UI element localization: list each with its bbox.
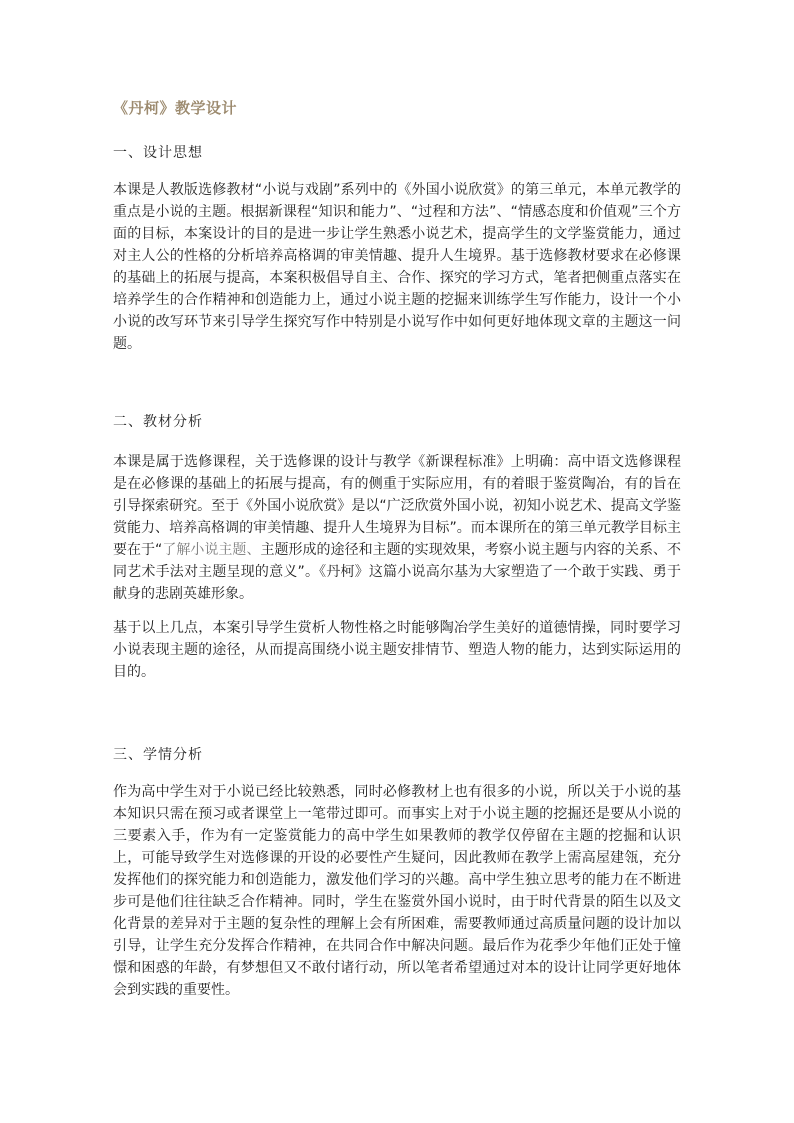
document-title: 《丹柯》教学设计 bbox=[113, 99, 238, 117]
paragraph-text-after: 主题形成的途径和主题的实现效果，考察小说主题与内容的关系、不同艺术手法对主题呈现的意义”。《丹柯》这篇小说高尔基为大家塑造了一个敢于实践、勇于献身的悲剧英雄形象。 bbox=[113, 542, 681, 602]
section-heading-design-idea: 一、设计思想 bbox=[113, 145, 203, 161]
paragraph-material-summary: 基于以上几点，本案引导学生赏析人物性格之时能够陶冶学生美好的道德情操，同时要学习小说表现主题的途径，从而提高围绕小说主题安排情节、塑造人物的能力，达到实际运用的目的。 bbox=[113, 620, 681, 680]
section-heading-material-analysis: 二、教材分析 bbox=[113, 414, 203, 430]
paragraph-material-analysis bbox=[113, 451, 681, 605]
paragraph-student-analysis: 作为高中学生对于小说已经比较熟悉，同时必修教材上也有很多的小说，所以关于小说的基本知识只需在预习或者课堂上一笔带过即可。而事实上对于小说主题的挖掘还是要从小说的三要素入手，作为有一定鉴赏能力的高中学生如果教师的教学仅停留在主题的挖掘和认识上，可能导致学生对选修课的开设的必要性产生疑问，因此教师在教学上需高屋建瓴，充分发挥他们的探究能力和创造能力，激发他们学习的兴趣。高中学生独立思考的能力在不断进步可是他们往往缺乏合作精神。同时，学生在鉴赏外国小说时，由于时代背景的陌生以及文化背景的差异对于主题的复杂性的理解上会有所困难，需要教师通过高质量问题的设计加以引导，让学生充分发挥合作精神，在共同合作中解决问题。最后作为花季少年他们正处于憧憬和困惑的年龄，有梦想但又不敢付诸行动，所以笔者希望通过对本的设计让同学更好地体会到实践的重要性。 bbox=[113, 784, 681, 998]
paragraph-design-idea: 本课是人教版选修教材“小说与戏剧”系列中的《外国小说欣赏》的第三单元，本单元教学的重点是小说的主题。根据新课程“知识和能力”、“过程和方法”、“情感态度和价值观”三个方面的目标，本案设计的目的是进一步让学生熟悉小说艺术，提高学生的文学鉴赏能力，通过对主人公的性格的分析培养高格调的审美情趣、提升人生境界。基于选修教材要求在必修课的基础上的拓展与提高，本案积极倡导自主、合作、探究的学习方式，笔者把侧重点落实在培养学生的合作精神和创造能力上，通过小说主题的挖掘来训练学生写作能力，设计一个小小说的改写环节来引导学生探究写作中特别是小说写作中如何更好地体现文章的主题这一问题。 bbox=[113, 182, 681, 352]
paragraph-text-before: 本课是属于选修课程，关于选修课的设计与教学《新课程标准》上明确：高中语文选修课程是在必修课的基础上的拓展与提高，有的侧重于实际应用，有的着眼于鉴赏陶冶，有的旨在引导探索研究。至于《外国小说欣赏》是以“广泛欣赏外国小说，初知小说艺术、提高文学鉴赏能力、培养高格调的审美情趣、提升人生境界为目标”。而本课所在的第三单元教学目标主要在于“ bbox=[113, 454, 681, 558]
highlighted-text: 了解小说主题、 bbox=[162, 542, 261, 558]
section-heading-student-analysis: 三、学情分析 bbox=[113, 747, 203, 763]
